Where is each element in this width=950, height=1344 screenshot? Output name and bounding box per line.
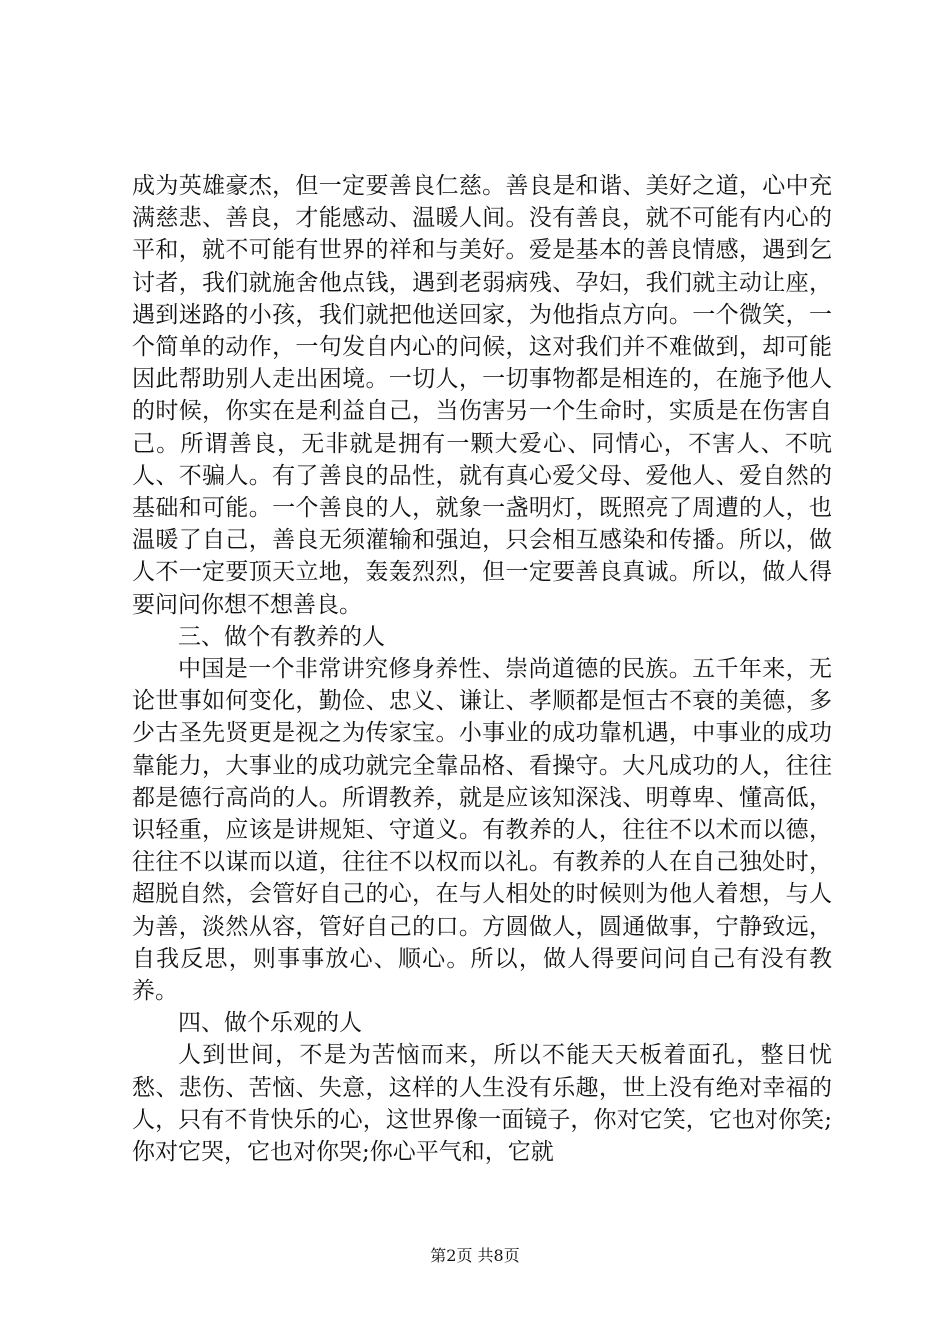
paragraph-kindness: 成为英雄豪杰，但一定要善良仁慈。善良是和谐、美好之道，心中充满慈悲、善良，才能感动、温暖人间。没有善良，就不可能有内心的平和，就不可能有世界的祥和与美好。爱是基本的善良情感，遇到乞讨者，我们就施舍他点钱，遇到老弱病残、孕妇，我们就主动让座，遇到迷路的小孩，我们就把他送回家，为他指点方向。一个微笑，一个简单的动作，一句发自内心的问候，这对我们并不难做到，却可能因此帮助别人走出困境。一切人，一切事物都是相连的，在施予他人的时候，你实在是利益自己，当伤害另一个生命时，实质是在伤害自己。所谓善良，无非就是拥有一颗大爱心、同情心，不害人、不吭人、不骗人。有了善良的品性，就有真心爱父母、爱他人、爱自然的基础和可能。一个善良的人，就象一盏明灯，既照亮了周遭的人，也温暖了自己，善良无须灌输和强迫，只会相互感染和传播。所以，做人不一定要顶天立地，轰轰烈烈，但一定要善良真诚。所以，做人得要问问你想不想善良。 bbox=[132, 173, 832, 618]
paragraph-optimism: 人到世间，不是为苦恼而来，所以不能天天板着面孔，整日忧愁、悲伤、苦恼、失意，这样的人生没有乐趣，世上没有绝对幸福的人，只有不肯快乐的心，这世界像一面镜子，你对它笑，它也对你笑;你对它哭，它也对你哭;你心平气和，它就 bbox=[132, 1042, 832, 1166]
section-heading-4: 四、做个乐观的人 bbox=[178, 1010, 362, 1037]
document-body bbox=[132, 170, 832, 1168]
page-number-footer: 第2页 共8页 bbox=[430, 1246, 520, 1265]
section-heading-3: 三、做个有教养的人 bbox=[178, 623, 385, 650]
paragraph-cultivation: 中国是一个非常讲究修身养性、崇尚道德的民族。五千年来，无论世事如何变化，勤俭、忠义、谦让、孝顺都是恒古不衰的美德，多少古圣先贤更是视之为传家宝。小事业的成功靠机遇，中事业的成功靠能力，大事业的成功就完全靠品格、看操守。大凡成功的人，往往都是德行高尚的人。所谓教养，就是应该知深浅、明尊卑、懂高低，识轻重，应该是讲规矩、守道义。有教养的人，往往不以术而以德，往往不以谋而以道，往往不以权而以礼。有教养的人在自己独处时，超脱自然，会管好自己的心，在与人相处的时候则为他人着想，与人为善，淡然从容，管好自己的口。方圆做人，圆通做事，宁静致远，自我反思，则事事放心、顺心。所以，做人得要问问自己有没有教养。 bbox=[132, 656, 832, 1005]
